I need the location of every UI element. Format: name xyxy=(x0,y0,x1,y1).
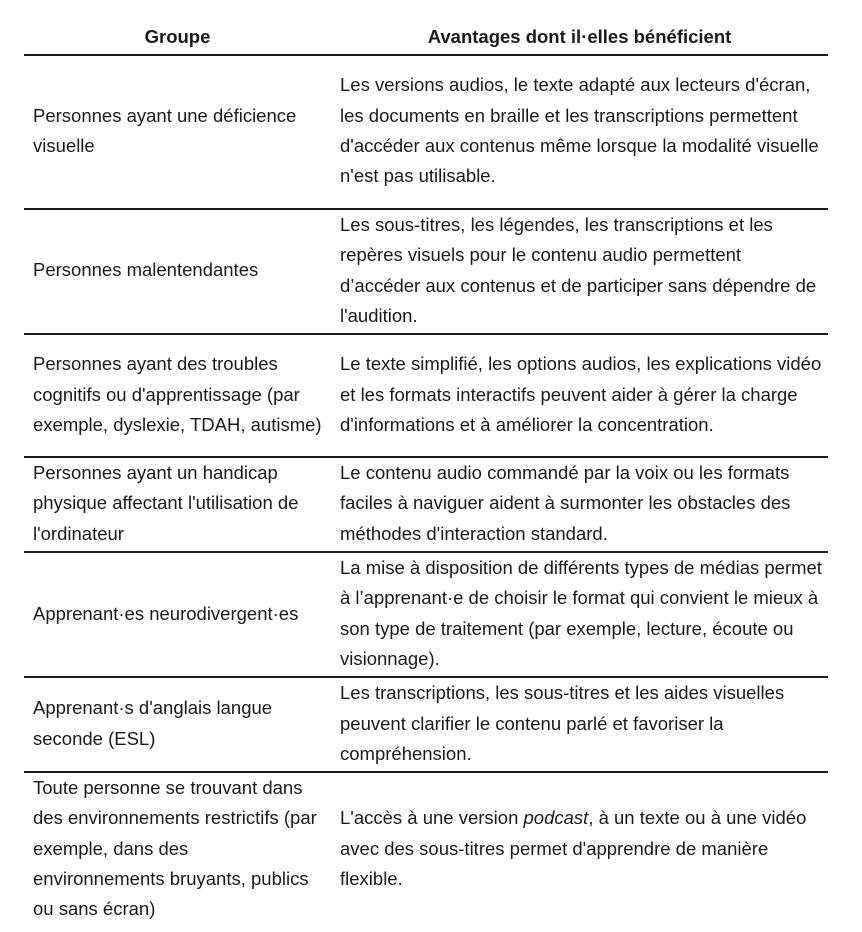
table-header xyxy=(24,20,828,55)
table-row xyxy=(24,209,828,334)
header-group: Groupe xyxy=(24,20,331,55)
group-cell: Personnes ayant un handicap physique affectant l'utilisation de l'ordinateur xyxy=(24,457,331,552)
benefit-cell: La mise à disposition de différents types de médias permet à l’apprenant·e de choisir le format qui convient le mieux à son type de traitement (par exemple, lecture, écoute ou visionnage). xyxy=(331,552,828,677)
benefit-cell: Le texte simplifié, les options audios, les explications vidéo et les formats interactifs peuvent aider à gérer la charge d'informations et à améliorer la concentration. xyxy=(331,334,828,457)
group-cell: Personnes ayant des troubles cognitifs ou d'apprentissage (par exemple, dyslexie, TDAH, autisme) xyxy=(24,334,331,457)
table-row xyxy=(24,677,828,772)
table-row xyxy=(24,772,828,926)
benefit-cell: Les sous-titres, les légendes, les transcriptions et les repères visuels pour le contenu audio permettent d’accéder aux contenus et de participer sans dépendre de l'audition. xyxy=(331,209,828,334)
group-cell: Apprenant·s d'anglais langue seconde (ESL) xyxy=(24,677,331,772)
group-cell: Apprenant·es neurodivergent·es xyxy=(24,552,331,677)
table-row xyxy=(24,552,828,677)
benefit-text-before: L'accès à une version xyxy=(340,807,524,829)
group-cell: Personnes ayant une déficience visuelle xyxy=(24,55,331,209)
group-cell: Toute personne se trouvant dans des environnements restrictifs (par exemple, dans des environnements bruyants, publics ou sans écran) xyxy=(33,777,317,920)
table-row xyxy=(24,457,828,552)
header-benefits: Avantages dont il·elles bénéficient xyxy=(331,20,828,55)
podcast-emphasis: podcast xyxy=(523,807,589,829)
benefit-cell: Les versions audios, le texte adapté aux lecteurs d'écran, les documents en braille et les transcriptions permettent d'accéder aux contenus même lorsque la modalité visuelle n'est pas utilisable. xyxy=(331,55,828,209)
table-row xyxy=(24,55,828,209)
benefits-table xyxy=(24,20,828,927)
benefit-cell: Les transcriptions, les sous-titres et les aides visuelles peuvent clarifier le contenu parlé et favoriser la compréhension. xyxy=(331,677,828,772)
benefit-cell xyxy=(331,772,828,926)
table-row xyxy=(24,334,828,457)
header-row xyxy=(24,20,828,55)
group-cell: Personnes malentendantes xyxy=(24,209,331,334)
table-body xyxy=(24,55,828,927)
benefit-text-after: , à un texte ou à une vidéo avec des sous-titres permet d'apprendre de manière flexible. xyxy=(340,807,807,890)
benefit-cell: Le contenu audio commandé par la voix ou les formats faciles à naviguer aident à surmonter les obstacles des méthodes d'interaction standard. xyxy=(331,457,828,552)
